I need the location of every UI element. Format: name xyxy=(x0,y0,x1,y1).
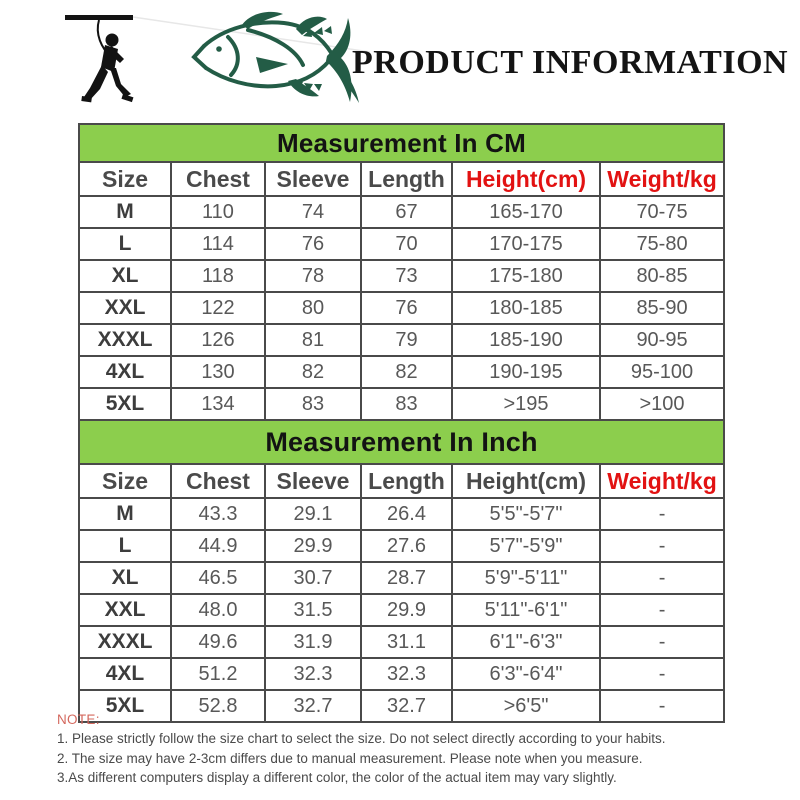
cell-weight: - xyxy=(600,530,724,562)
cell-length: 82 xyxy=(361,356,452,388)
cell-length: 76 xyxy=(361,292,452,324)
table-row xyxy=(79,498,724,530)
cell-height: >195 xyxy=(452,388,600,420)
note-section xyxy=(57,712,757,788)
col-sleeve: Sleeve xyxy=(265,162,361,196)
cell-chest: 122 xyxy=(171,292,265,324)
cell-sleeve: 32.7 xyxy=(265,690,361,722)
table-row xyxy=(79,562,724,594)
col-size: Size xyxy=(79,464,171,498)
cell-size: XXL xyxy=(79,292,171,324)
table-row xyxy=(79,356,724,388)
cell-sleeve: 78 xyxy=(265,260,361,292)
tuna-fish-icon xyxy=(190,10,370,112)
table-row xyxy=(79,292,724,324)
table-row xyxy=(79,260,724,292)
cell-length: 73 xyxy=(361,260,452,292)
page-title: PRODUCT INFORMATION xyxy=(352,44,789,81)
inch-table-title: Measurement In Inch xyxy=(79,420,724,464)
cell-sleeve: 74 xyxy=(265,196,361,228)
cell-height: 170-175 xyxy=(452,228,600,260)
size-charts xyxy=(78,123,724,723)
cell-size: 5XL xyxy=(79,388,171,420)
header xyxy=(0,0,800,118)
col-height: Height(cm) xyxy=(452,464,600,498)
cell-height: 5'9"-5'11" xyxy=(452,562,600,594)
cell-size: XL xyxy=(79,260,171,292)
cell-length: 79 xyxy=(361,324,452,356)
table-row xyxy=(79,228,724,260)
cell-weight: >100 xyxy=(600,388,724,420)
cell-size: XXXL xyxy=(79,626,171,658)
col-chest: Chest xyxy=(171,162,265,196)
cell-weight: 80-85 xyxy=(600,260,724,292)
cell-chest: 130 xyxy=(171,356,265,388)
table-row xyxy=(79,626,724,658)
table-row xyxy=(79,196,724,228)
cell-chest: 48.0 xyxy=(171,594,265,626)
note-line-2: 2. The size may have 2-3cm differs due to manual measurement. Please note when you measure. xyxy=(57,750,643,766)
cell-sleeve: 76 xyxy=(265,228,361,260)
cell-length: 70 xyxy=(361,228,452,260)
cell-height: 185-190 xyxy=(452,324,600,356)
cell-chest: 52.8 xyxy=(171,690,265,722)
cell-height: 6'3"-6'4" xyxy=(452,658,600,690)
table-row xyxy=(79,594,724,626)
note-label: NOTE: xyxy=(57,712,100,727)
cell-weight: 85-90 xyxy=(600,292,724,324)
cell-size: 4XL xyxy=(79,658,171,690)
cell-length: 28.7 xyxy=(361,562,452,594)
cell-size: 5XL xyxy=(79,690,171,722)
cell-sleeve: 31.9 xyxy=(265,626,361,658)
cell-length: 26.4 xyxy=(361,498,452,530)
col-size: Size xyxy=(79,162,171,196)
cell-height: 6'1"-6'3" xyxy=(452,626,600,658)
cell-length: 31.1 xyxy=(361,626,452,658)
cell-size: M xyxy=(79,196,171,228)
cell-height: 5'5"-5'7" xyxy=(452,498,600,530)
table-row xyxy=(79,658,724,690)
cell-weight: - xyxy=(600,626,724,658)
cell-length: 27.6 xyxy=(361,530,452,562)
cell-height: >6'5" xyxy=(452,690,600,722)
cell-size: 4XL xyxy=(79,356,171,388)
cell-size: XXL xyxy=(79,594,171,626)
cell-height: 175-180 xyxy=(452,260,600,292)
cell-size: L xyxy=(79,530,171,562)
cell-chest: 43.3 xyxy=(171,498,265,530)
table-row xyxy=(79,530,724,562)
cell-chest: 51.2 xyxy=(171,658,265,690)
col-chest: Chest xyxy=(171,464,265,498)
cell-chest: 134 xyxy=(171,388,265,420)
cell-height: 190-195 xyxy=(452,356,600,388)
inch-table-header-row xyxy=(79,464,724,498)
cell-sleeve: 81 xyxy=(265,324,361,356)
cm-table-header-row xyxy=(79,162,724,196)
cell-chest: 46.5 xyxy=(171,562,265,594)
col-sleeve: Sleeve xyxy=(265,464,361,498)
cell-weight: 70-75 xyxy=(600,196,724,228)
cell-length: 83 xyxy=(361,388,452,420)
cell-weight: - xyxy=(600,498,724,530)
cell-chest: 44.9 xyxy=(171,530,265,562)
cell-weight: 75-80 xyxy=(600,228,724,260)
inch-table-title-row xyxy=(79,420,724,464)
cell-chest: 49.6 xyxy=(171,626,265,658)
cell-height: 5'7"-5'9" xyxy=(452,530,600,562)
cell-size: L xyxy=(79,228,171,260)
cm-size-table xyxy=(78,123,725,421)
note-line-3: 3.As different computers display a different color, the color of the actual item may vary slightly. xyxy=(57,770,617,786)
cell-weight: - xyxy=(600,658,724,690)
cell-chest: 126 xyxy=(171,324,265,356)
cell-height: 165-170 xyxy=(452,196,600,228)
cell-size: XL xyxy=(79,562,171,594)
inch-size-table xyxy=(78,419,725,723)
col-length: Length xyxy=(361,464,452,498)
fisherman-silhouette-icon xyxy=(55,4,155,112)
cell-sleeve: 29.1 xyxy=(265,498,361,530)
cell-sleeve: 31.5 xyxy=(265,594,361,626)
cell-sleeve: 30.7 xyxy=(265,562,361,594)
cell-length: 32.3 xyxy=(361,658,452,690)
cell-sleeve: 32.3 xyxy=(265,658,361,690)
col-weight: Weight/kg xyxy=(600,464,724,498)
cell-size: M xyxy=(79,498,171,530)
cm-table-title-row xyxy=(79,124,724,162)
cell-sleeve: 82 xyxy=(265,356,361,388)
cell-sleeve: 83 xyxy=(265,388,361,420)
cell-size: XXXL xyxy=(79,324,171,356)
cell-length: 67 xyxy=(361,196,452,228)
cell-sleeve: 80 xyxy=(265,292,361,324)
table-row xyxy=(79,388,724,420)
cell-chest: 110 xyxy=(171,196,265,228)
cell-weight: - xyxy=(600,690,724,722)
cm-table-title: Measurement In CM xyxy=(79,124,724,162)
cell-weight: 90-95 xyxy=(600,324,724,356)
table-row xyxy=(79,324,724,356)
cell-chest: 118 xyxy=(171,260,265,292)
cell-length: 29.9 xyxy=(361,594,452,626)
col-weight: Weight/kg xyxy=(600,162,724,196)
cell-weight: - xyxy=(600,594,724,626)
col-length: Length xyxy=(361,162,452,196)
cell-height: 180-185 xyxy=(452,292,600,324)
cell-weight: - xyxy=(600,562,724,594)
cell-length: 32.7 xyxy=(361,690,452,722)
cell-weight: 95-100 xyxy=(600,356,724,388)
cell-height: 5'11"-6'1" xyxy=(452,594,600,626)
col-height: Height(cm) xyxy=(452,162,600,196)
cell-sleeve: 29.9 xyxy=(265,530,361,562)
note-line-1: 1. Please strictly follow the size chart to select the size. Do not select directly according to your habits. xyxy=(57,731,666,746)
cell-chest: 114 xyxy=(171,228,265,260)
